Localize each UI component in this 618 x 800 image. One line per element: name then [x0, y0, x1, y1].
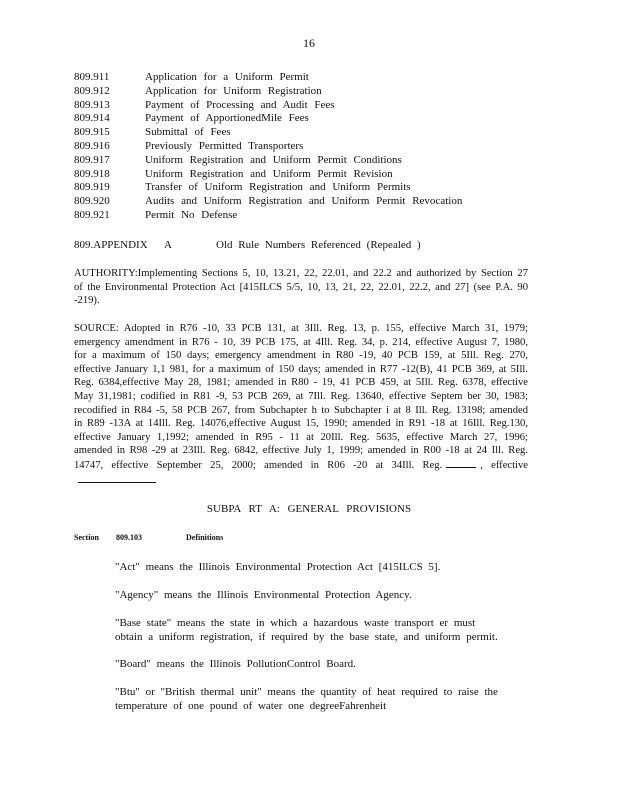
toc-entry: [74, 99, 462, 113]
appendix-code: 809.APPENDIX: [74, 239, 148, 251]
toc-section-number: 809.919: [74, 181, 110, 194]
section-title: Definitions: [186, 533, 224, 542]
toc-entry: [74, 71, 462, 85]
source-note: [74, 322, 528, 487]
toc-section-title: Submittal of Fees: [145, 126, 231, 139]
table-of-contents: [74, 71, 462, 223]
subpart-heading: SUBPA RT A: GENERAL PROVISIONS: [206, 503, 412, 515]
toc-section-title: Uniform Registration and Uniform Permit Conditions: [145, 153, 402, 166]
toc-section-number: 809.912: [74, 84, 110, 97]
blank-line: [78, 473, 156, 483]
definition-act: "Act" means the Illinois Environmental Protection Act [415ILCS 5].: [115, 561, 441, 573]
toc-section-number: 809.920: [74, 195, 110, 208]
definition-btu: "Btu" or "British thermal unit" means the quantity of heat required to raise the temperature of one pound of water one degreeFahrenheit: [115, 686, 498, 712]
source-tail-effective: , effective: [480, 459, 528, 471]
toc-section-number: 809.911: [74, 71, 110, 83]
toc-entry: [74, 85, 462, 99]
appendix-letter: A: [164, 239, 172, 251]
source-tail-reg: 4Ill. Reg.: [396, 459, 443, 471]
toc-section-number: 809.918: [74, 167, 110, 180]
authority-note: AUTHORITY:Implementing Sections 5, 10, 13.21, 22, 22.01, and 22.2 and authorized by Section 27 of the Environmental Protection Act [415ILCS 5/5, 10, 13, 21, 22, 22.01, 22.2, and 27] (see P.A. 90 -219).: [74, 268, 528, 307]
toc-section-title: Application for a Uniform Permit: [145, 71, 309, 83]
toc-section-title: Uniform Registration and Uniform Permit Revision: [145, 167, 393, 180]
section-heading: [74, 533, 223, 542]
toc-section-title: Payment of Processing and Audit Fees: [145, 98, 335, 111]
definition-agency: "Agency" means the Illinois Environmental Protection Agency.: [115, 589, 412, 601]
toc-section-title: Payment of ApportionedMile Fees: [145, 112, 309, 125]
toc-entry: [74, 168, 462, 182]
toc-section-title: Transfer of Uniform Registration and Uniform Permits: [145, 181, 411, 194]
toc-section-number: 809.915: [74, 126, 110, 139]
toc-entry: [74, 181, 462, 195]
toc-section-number: 809.916: [74, 139, 110, 152]
toc-section-title: Previously Permitted Transporters: [145, 139, 304, 152]
toc-entry: [74, 154, 462, 168]
toc-entry: [74, 209, 462, 223]
toc-section-number: 809.917: [74, 153, 110, 166]
definition-board: "Board" means the Illinois PollutionControl Board.: [115, 658, 356, 670]
toc-section-title: Audits and Uniform Registration and Uniform Permit Revocation: [145, 195, 463, 208]
toc-section-number: 809.921: [74, 208, 110, 221]
toc-section-number: 809.914: [74, 112, 110, 125]
page-number: 16: [303, 36, 315, 50]
toc-section-title: Permit No Defense: [145, 208, 238, 221]
appendix-entry: [74, 239, 421, 251]
toc-entry: [74, 126, 462, 140]
source-text: SOURCE: Adopted in R76 -10, 33 PCB 131, at 3Ill. Reg. 13, p. 155, effective March 31, 1979; emergency amendment in R76 - 10, 39 PCB 175, at 4Ill. Reg. 34, p. 214, effective August 7, 1980, for a maximum of 150 days; emergency amendment in R80 -19, 40 PCB 159, at 5Ill. Reg. 270, effective January 1,1 981, for a maximum of 150 days; amended in R77 -12(B), 41 PCB 369, at 5Ill. Reg. 6384,effective May 28, 1981; amended in R80 - 19, 41 PCB 459, at 5Ill. Reg. 6378, effective May 31,1981; codified in R81 -9, 53 PCB 269, at 7Ill. Reg. 13640, effective Septem ber 30, 1983; recodified in R84 -5, 58 PCB 267, from Subchapter h to Subchapter i at 8 Ill. Reg. 13198; amended in R89 -13A at 14Ill. Reg. 14076,effective August 15, 1990; amended in R91 -18 at 16Ill. Reg.130, effective January 1,1992; amended in R95 - 11 at 20Ill. Reg. 5635, effective March 27, 1996; amended in R98 -29 at 23Ill. Reg. 6842, effective July 1, 1999; amended in R00 -18 at 24 Ill. Reg. 14747, effective September 25, 2000; amended in R06 -20 at 3: [74, 323, 528, 471]
appendix-title: Old Rule Numbers Referenced (Repealed ): [216, 239, 421, 251]
toc-entry: [74, 112, 462, 126]
toc-section-title: Application for Uniform Registration: [145, 84, 322, 97]
toc-section-number: 809.913: [74, 98, 110, 111]
toc-entry: [74, 140, 462, 154]
section-label: Section: [74, 533, 99, 542]
toc-entry: [74, 195, 462, 209]
section-number: 809.103: [116, 533, 142, 542]
definition-base-state: "Base state" means the state in which a hazardous waste transport er must obtain a uniform registration, if required by the base state, and uniform permit.: [115, 617, 498, 643]
blank-line: [446, 458, 476, 468]
